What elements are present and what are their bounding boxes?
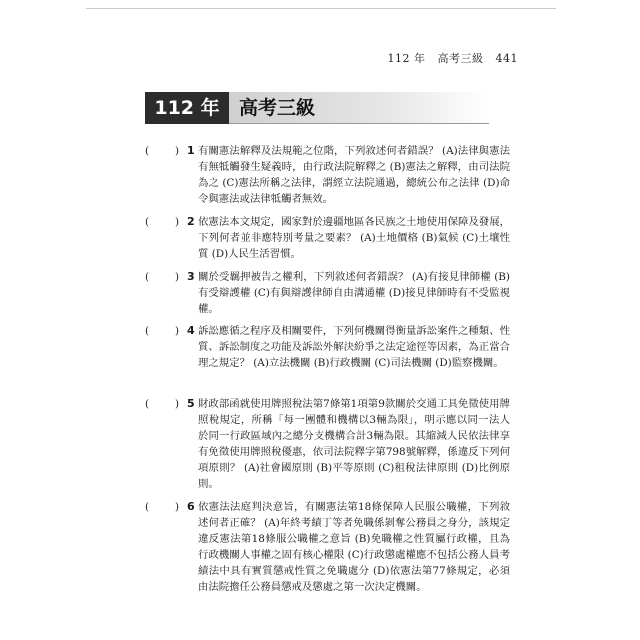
question-text: 財政部函就使用牌照稅法第7條第1項第9款關於交通工具免徵使用牌照稅規定，所稱「每一團體和機構以3輛為限」，明示應以同一法人於同一行政區域內之總分支機構合計3輛為限。其縮減人民依法律享有免徵使用牌照稅優惠，依司法院釋字第798號解釋，係違反下列何項原則？ (A)社會國原則 (B)平等原則 (C)租稅法律原則 (D)比例原則。: [198, 398, 510, 490]
top-rule: [86, 8, 556, 9]
page-number: 441: [495, 52, 518, 65]
question-number: 4: [187, 324, 195, 337]
question-text: 依憲法本文規定，國家對於邊疆地區各民族之土地使用保障及發展，下列何者並非應特別考量之要素？ (A)土地價格 (B)氣候 (C)土壤性質 (D)人民生活習慣。: [198, 216, 510, 260]
answer-blank: ( ): [145, 145, 179, 157]
question-text: 依憲法法庭判決意旨，有關憲法第18條保障人民服公職權，下列敘述何者正確？ (A)年終考績丁等者免職係剝奪公務員之身分，該規定違反憲法第18條服公職權之意旨 (B)免職權之性質屬行政權，且為行政機關人事權之固有核心權限 (C)行政懲處權應不包括公務人員考績法中具有實質懲戒性質之免職處分 (D)依憲法第77條規定，必須由法院擔任公務員懲戒及懲處之第一次決定機關。: [198, 501, 510, 593]
question-number: 1: [187, 144, 195, 157]
banner-title: 高考三級: [229, 92, 489, 124]
banner-year: 112 年: [145, 92, 229, 124]
question-text: 訴訟應循之程序及相關要件，下列何機關得衡量訴訟案件之種類、性質、訴訟制度之功能及訴訟外解決紛爭之法定途徑等因素，為正當合理之規定？ (A)立法機關 (B)行政機關 (C)司法機關 (D)監察機關。: [198, 325, 510, 369]
question-number: 6: [187, 500, 195, 513]
question-number: 2: [187, 215, 195, 228]
header-exam: 高考三級: [437, 52, 484, 65]
answer-blank: ( ): [145, 325, 179, 337]
answer-blank: ( ): [145, 398, 179, 410]
section-banner: [145, 92, 495, 124]
question-text: 關於受羈押被告之權利，下列敘述何者錯誤？ (A)有接見律師權 (B)有受辯護權 (C)有與辯護律師自由溝通權 (D)接見律師時有不受監視權。: [198, 271, 510, 315]
question-text: 有關憲法解釋及法規範之位階，下列敘述何者錯誤？ (A)法律與憲法有無牴觸發生疑義時，由行政法院解釋之 (B)憲法之解釋，由司法院為之 (C)憲法所稱之法律，謂經立法院通過，總統公布之法律 (D)命令與憲法或法律牴觸者無效。: [198, 145, 510, 205]
answer-blank: ( ): [145, 501, 179, 513]
answer-blank: ( ): [145, 216, 179, 228]
answer-blank: ( ): [145, 271, 179, 283]
question-number: 5: [187, 397, 195, 410]
question-number: 3: [187, 270, 195, 283]
header-year: 112 年: [387, 52, 426, 65]
running-header: [388, 50, 519, 66]
